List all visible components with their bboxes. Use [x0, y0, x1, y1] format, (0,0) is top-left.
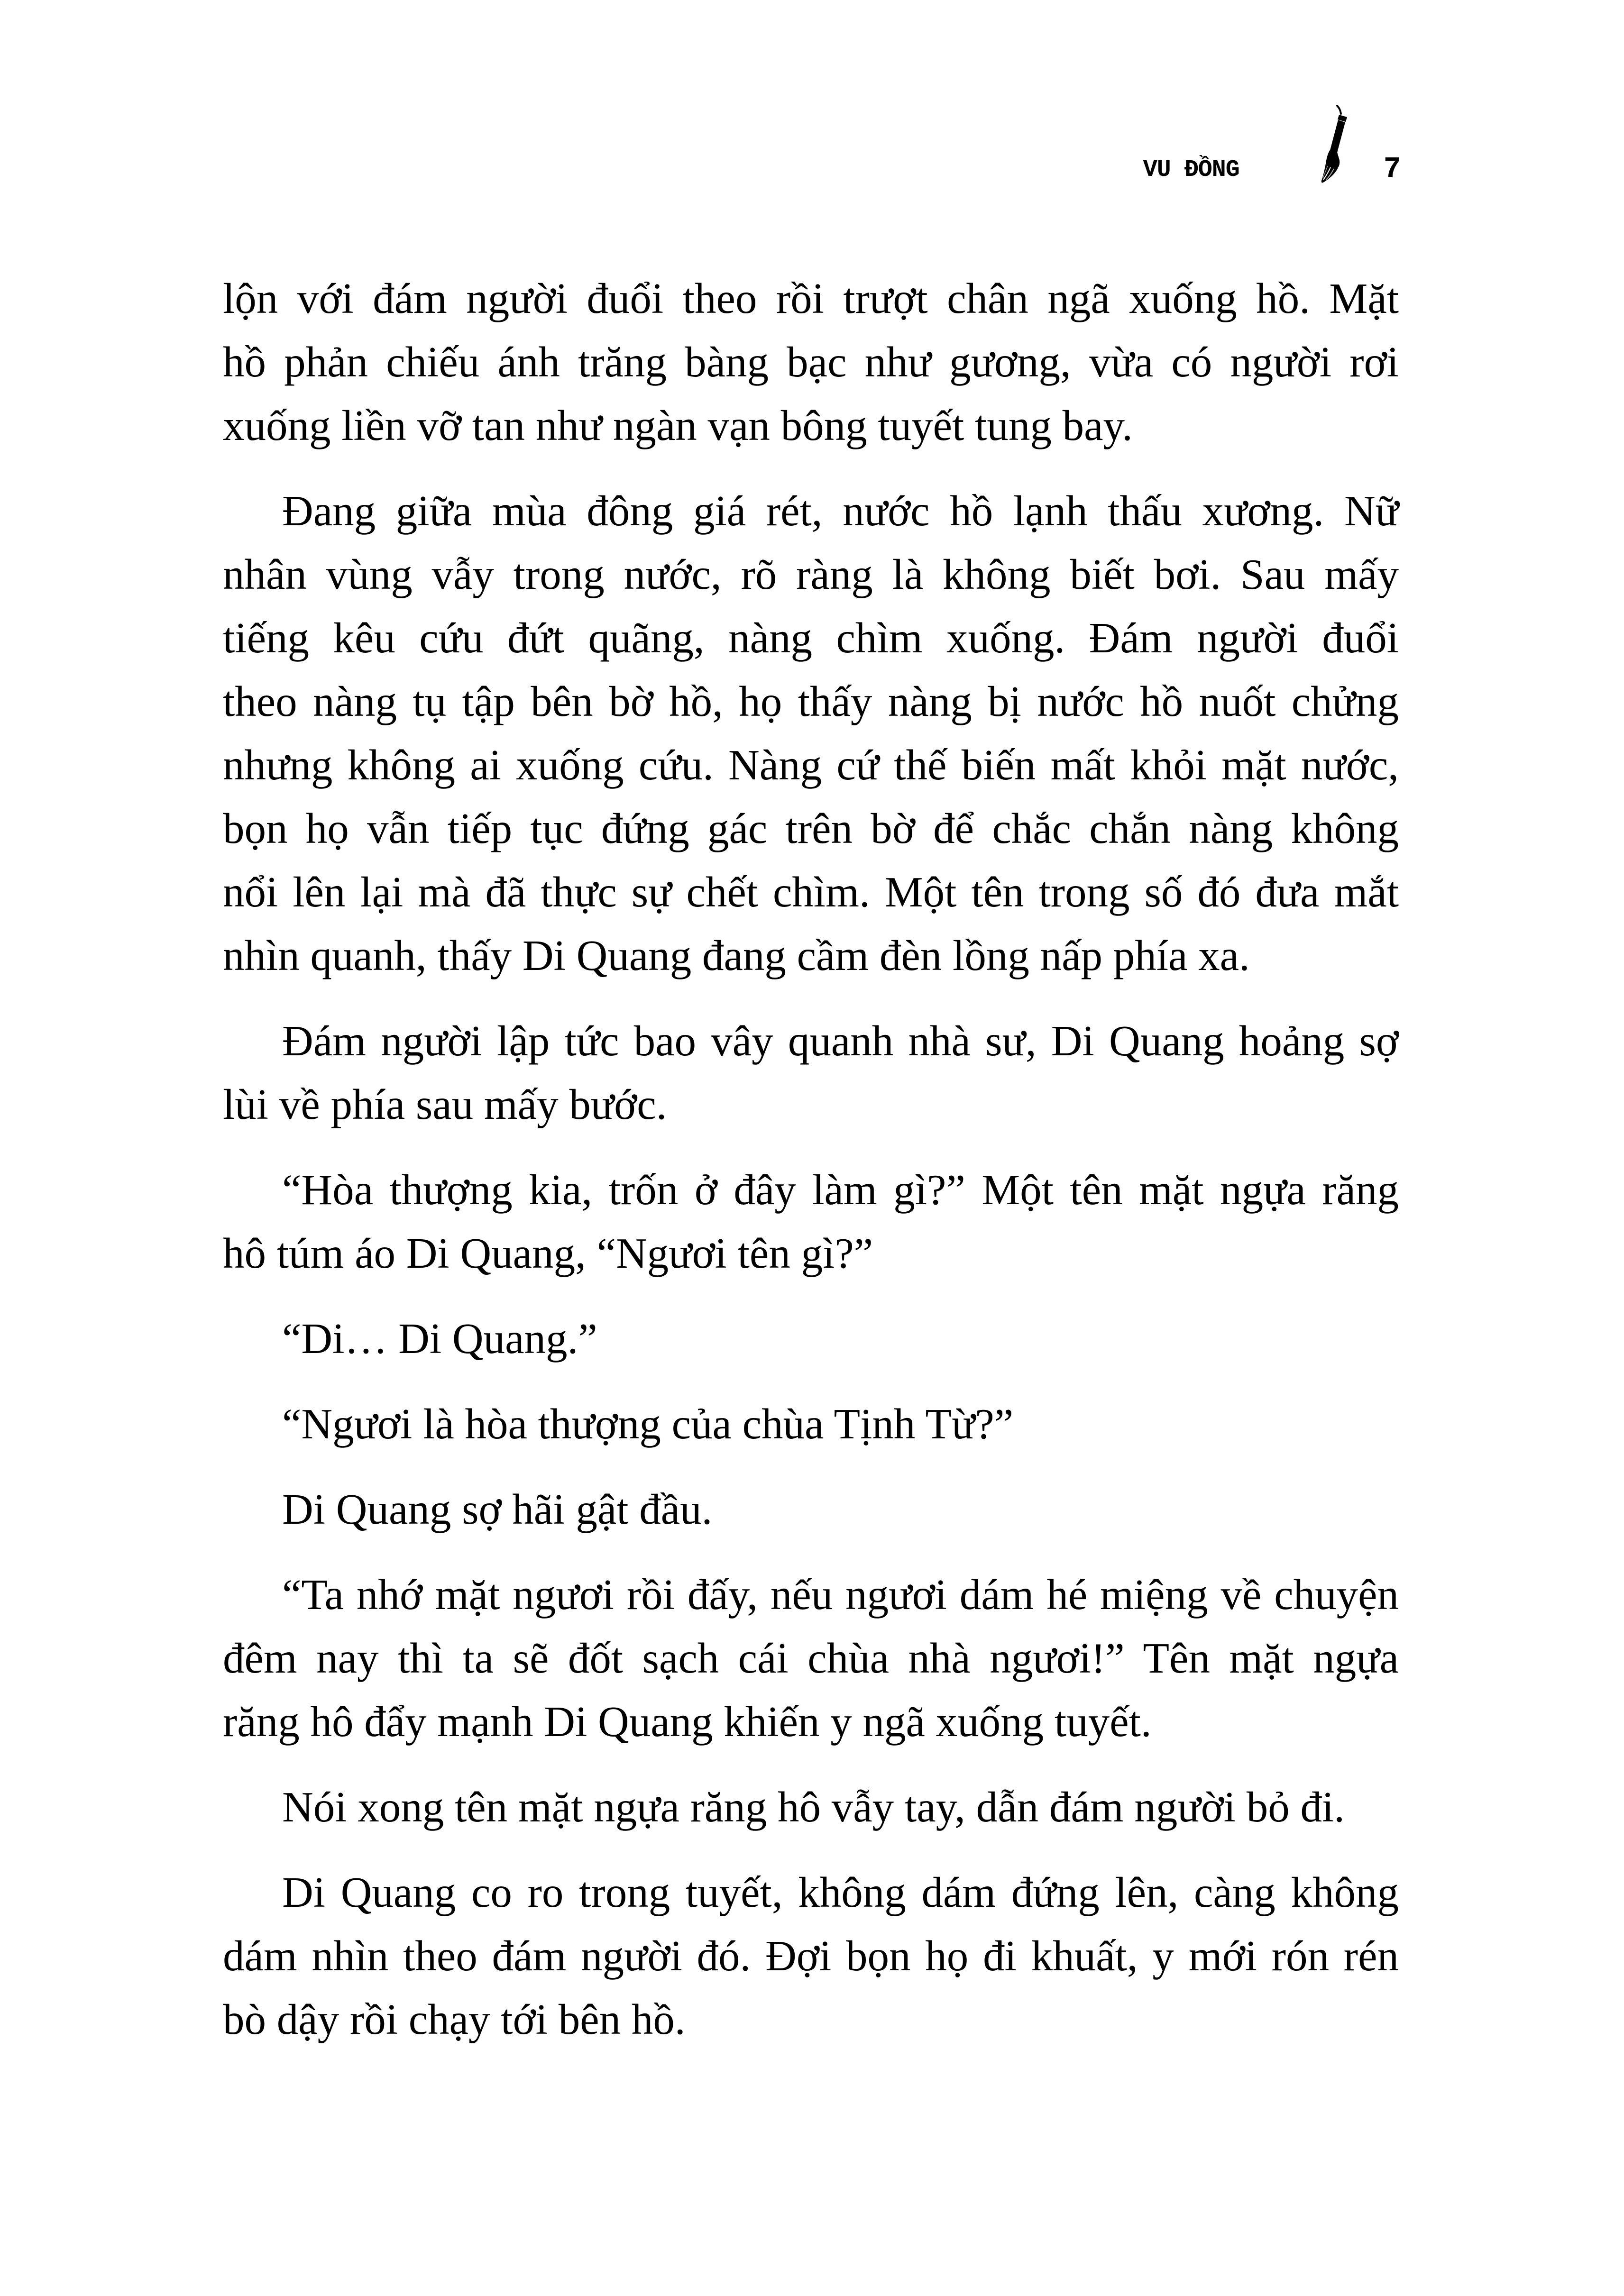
text-line: bọn họ vẫn tiếp tục đứng gác trên bờ để chắc chắn nàng không: [223, 805, 1399, 852]
text-line: dám nhìn theo đám người đó. Đợi bọn họ đi khuất, y mới rón rén: [223, 1932, 1399, 1980]
text-line: Đám người lập tức bao vây quanh nhà sư, Di Quang hoảng sợ: [282, 1017, 1399, 1065]
text-line: răng hô đẩy mạnh Di Quang khiến y ngã xuống tuyết.: [223, 1698, 1152, 1746]
text-line: hô túm áo Di Quang, “Ngươi tên gì?”: [223, 1229, 873, 1277]
text-line: xuống liền vỡ tan như ngàn vạn bông tuyết tung bay.: [223, 402, 1133, 449]
text-line: tiếng kêu cứu đứt quãng, nàng chìm xuống. Đám người đuổi: [223, 614, 1399, 662]
text-line: “Di… Di Quang.”: [282, 1315, 597, 1363]
text-line: nhưng không ai xuống cứu. Nàng cứ thế biến mất khỏi mặt nước,: [223, 741, 1399, 789]
text-line: “Ngươi là hòa thượng của chùa Tịnh Từ?”: [282, 1400, 1014, 1448]
paragraph: [223, 1009, 1399, 1136]
paragraph: [223, 1478, 1399, 1541]
paragraph: [223, 479, 1399, 988]
paragraph: [223, 1392, 1399, 1456]
text-line: theo nàng tụ tập bên bờ hồ, họ thấy nàng bị nước hồ nuốt chửng: [223, 677, 1399, 725]
text-line: bò dậy rồi chạy tới bên hồ.: [223, 1995, 686, 2043]
text-line: Đang giữa mùa đông giá rét, nước hồ lạnh thấu xương. Nữ: [282, 487, 1399, 535]
paragraph: [223, 1158, 1399, 1285]
text-line: lộn với đám người đuổi theo rồi trượt chân ngã xuống hồ. Mặt: [223, 274, 1399, 322]
text-line: Di Quang co ro trong tuyết, không dám đứng lên, càng không: [282, 1868, 1399, 1916]
text-body: [223, 267, 1399, 2051]
text-line: nhìn quanh, thấy Di Quang đang cầm đèn lồng nấp phía xa.: [223, 932, 1250, 979]
calligraphy-brush-icon: [1320, 104, 1362, 184]
text-line: lùi về phía sau mấy bước.: [223, 1080, 667, 1128]
paragraph: [223, 1307, 1399, 1371]
text-line: “Hòa thượng kia, trốn ở đây làm gì?” Một tên mặt ngựa răng: [282, 1166, 1399, 1214]
paragraph: [223, 267, 1399, 457]
text-line: “Ta nhớ mặt ngươi rồi đấy, nếu ngươi dám hé miệng về chuyện: [282, 1571, 1399, 1619]
text-line: nhân vùng vẫy trong nước, rõ ràng là không biết bơi. Sau mấy: [223, 550, 1399, 598]
text-line: nổi lên lại mà đã thực sự chết chìm. Một tên trong số đó đưa mắt: [223, 868, 1399, 916]
page-number: 7: [1383, 152, 1401, 186]
paragraph: [223, 1563, 1399, 1754]
paragraph: [223, 1775, 1399, 1839]
book-title: VU ĐỒNG: [1143, 156, 1239, 183]
text-line: hồ phản chiếu ánh trăng bàng bạc như gương, vừa có người rơi: [223, 338, 1399, 386]
text-line: đêm nay thì ta sẽ đốt sạch cái chùa nhà ngươi!” Tên mặt ngựa: [223, 1634, 1399, 1682]
paragraph: [223, 1861, 1399, 2051]
text-line: Nói xong tên mặt ngựa răng hô vẫy tay, dẫn đám người bỏ đi.: [282, 1783, 1345, 1831]
page-header: [1143, 104, 1401, 184]
text-line: Di Quang sợ hãi gật đầu.: [282, 1485, 713, 1533]
